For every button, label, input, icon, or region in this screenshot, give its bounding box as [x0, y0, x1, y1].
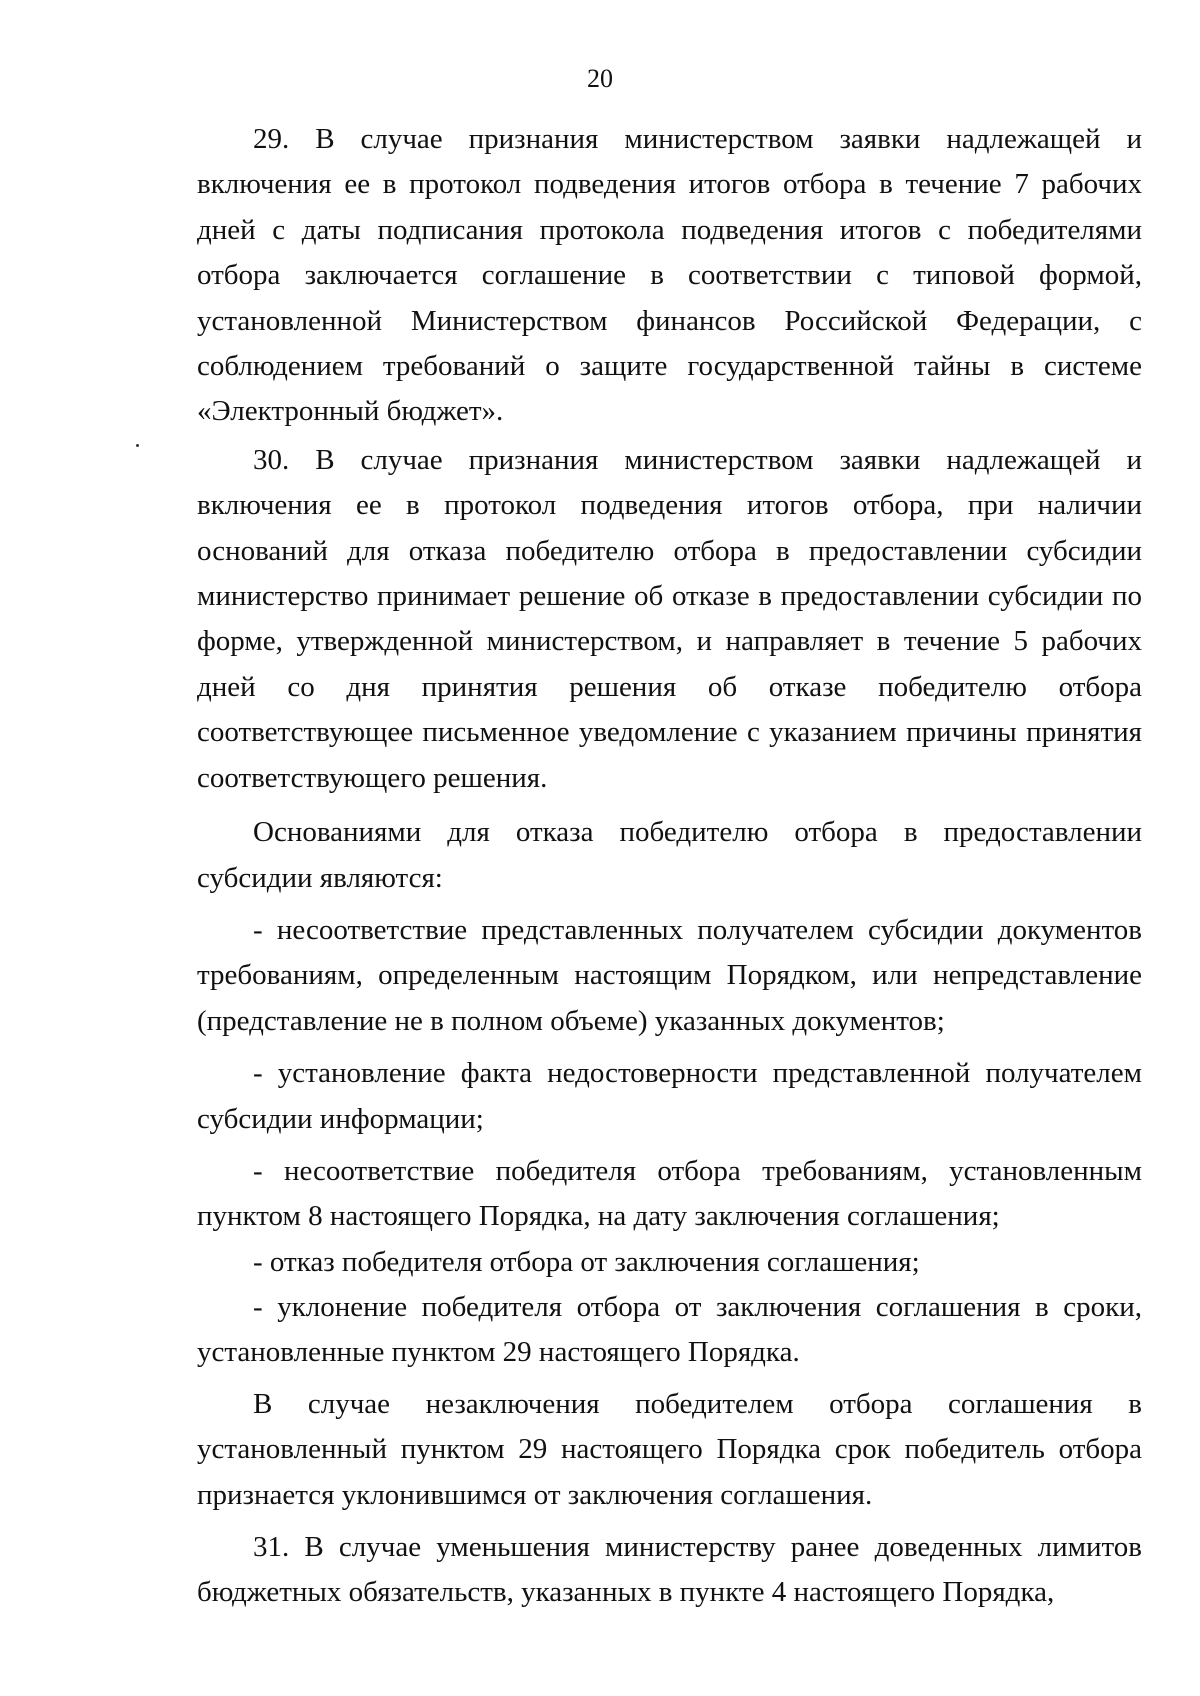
list-item: - несоответствие представленных получателем субсидии документов требованиям, определенным настоящим Порядком, или непредставление (представление не в полном объеме) указанных документов; — [197, 913, 1142, 1037]
list-item: - уклонение победителя отбора от заключения соглашения в сроки, установленные пунктом 29 настоящего Порядка. — [197, 1290, 1142, 1368]
refusal-grounds-intro: Основаниями для отказа победителю отбора в предоставлении субсидии являются: — [197, 816, 1142, 894]
list-item: - отказ победителя отбора от заключения соглашения; — [253, 1245, 920, 1278]
paragraph-29: 29. В случае признания министерством заявки надлежащей и включения ее в протокол подведения итогов отбора в течение 7 рабочих дней с даты подписания протокола подведения итогов с победителями отбора заключается соглашение в соответствии с типовой формой, установленной Министерством финансов Российской Федерации, с соблюдением требований о защите государственной тайны в системе «Электронный бюджет». — [197, 123, 1142, 428]
document-body — [197, 117, 1142, 1616]
list-item: - несоответствие победителя отбора требованиям, установленным пунктом 8 настоящего Порядка, на дату заключения соглашения; — [197, 1154, 1142, 1233]
evasion-paragraph: В случае незаключения победителем отбора соглашения в установленный пунктом 29 настоящего Порядка срок победитель отбора признается уклонившимся от заключения соглашения. — [197, 1387, 1142, 1511]
page-number: 20 — [587, 64, 613, 93]
paragraph-30: 30. В случае признания министерством заявки надлежащей и включения ее в протокол подведения итогов отбора, при наличии оснований для отказа победителю отбора в предоставлении субсидии министерство принимает решение об отказе в предоставлении субсидии по форме, утвержденной министерством, и направляет в течение 5 рабочих дней со дня принятия решения об отказе победителю отбора соответствующее письменное уведомление с указанием причины принятия соответствующего решения. — [197, 443, 1142, 794]
paragraph-31: 31. В случае уменьшения министерству ранее доведенных лимитов бюджетных обязательств, указанных в пункте 4 настоящего Порядка, — [197, 1530, 1142, 1609]
list-item: - установление факта недостоверности представленной получателем субсидии информации; — [197, 1057, 1142, 1135]
scan-speck — [136, 444, 139, 447]
